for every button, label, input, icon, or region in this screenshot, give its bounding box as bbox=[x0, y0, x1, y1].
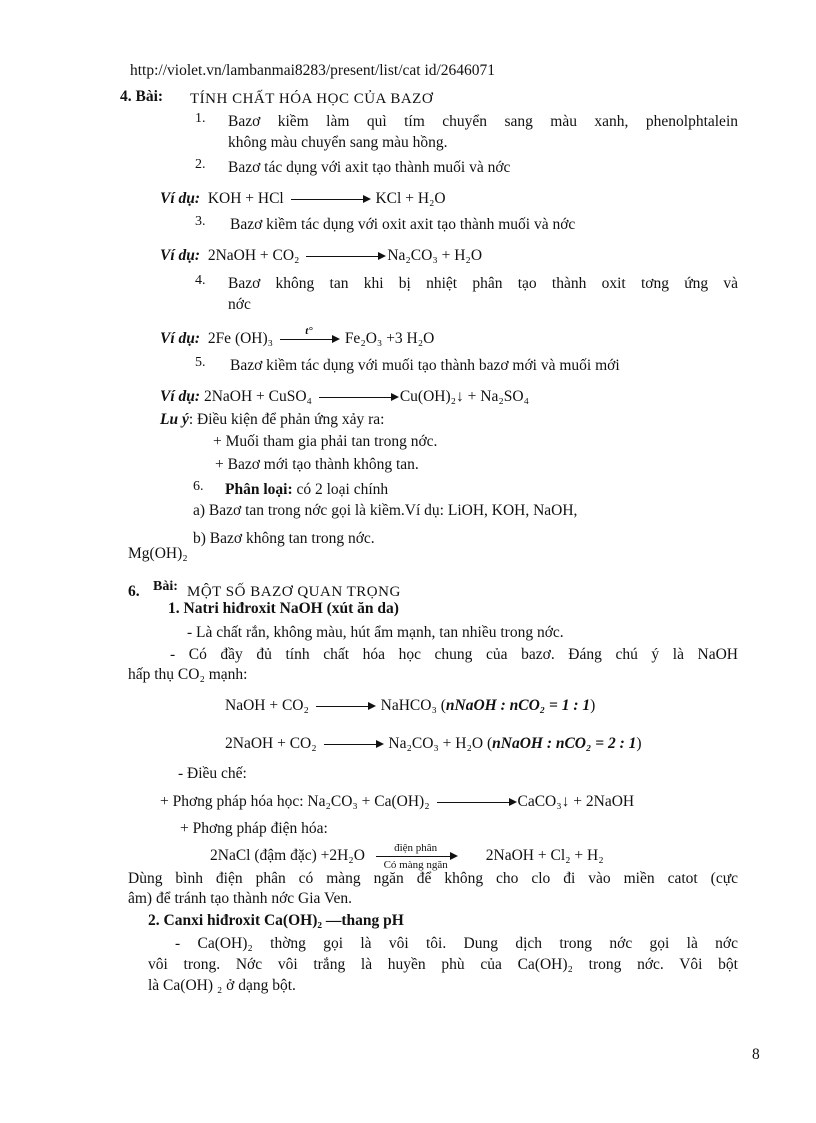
paren: ) bbox=[636, 735, 642, 752]
products: Na₂CO₃ + H₂O bbox=[387, 247, 483, 264]
paragraph: là Ca(OH) ₂ ở dạng bột. bbox=[148, 977, 296, 994]
reaction-arrow bbox=[324, 744, 382, 745]
example-equation bbox=[160, 190, 446, 208]
reactants: 2NaCl (đậm đặc) +2H₂O bbox=[210, 847, 365, 864]
section-6-label: Bài: bbox=[153, 579, 178, 594]
reaction-arrow bbox=[280, 324, 338, 340]
item-text: Bazơ kiềm làm quì tím chuyển sang màu xanh, phenolphtalein bbox=[228, 113, 738, 130]
products: Na₂CO₃ + H₂O ( bbox=[388, 735, 493, 752]
subitem-a: a) Bazơ tan trong nớc gọi là kiềm.Ví dụ: LiOH, KOH, NaOH, bbox=[193, 502, 578, 519]
paragraph: - Điều chế: bbox=[178, 765, 247, 782]
reaction-arrow bbox=[437, 802, 515, 803]
products: Fe₂O₃ +3 H₂O bbox=[344, 330, 435, 347]
item-text: Bazơ tác dụng với axit tạo thành muối và nớc bbox=[228, 159, 511, 176]
example-equation bbox=[160, 247, 482, 265]
section-4-title: TÍNH CHẤT HÓA HỌC CỦA BAZƠ bbox=[190, 91, 434, 107]
reaction-1 bbox=[225, 697, 595, 715]
heat-condition: t° bbox=[305, 324, 313, 337]
example-equation bbox=[160, 388, 529, 406]
electrolysis-equation bbox=[210, 841, 604, 871]
item-text bbox=[225, 481, 388, 499]
section-4-number: 4. Bài: bbox=[120, 88, 164, 105]
section-6-number: 6. bbox=[128, 583, 140, 600]
note-text: : Điều kiện để phản ứng xảy ra: bbox=[188, 411, 385, 428]
classification-label: Phân loại: bbox=[225, 481, 293, 498]
reactants: NaOH + CO₂ bbox=[225, 697, 309, 714]
reaction-arrow bbox=[306, 256, 384, 257]
products: KCl + H₂O bbox=[375, 190, 446, 207]
products: NaHCO₃ ( bbox=[380, 697, 446, 714]
paragraph: Dùng bình điện phân có màng ngăn để không cho clo đi vào miền catot (cực bbox=[128, 870, 738, 887]
subitem-b-cont: Mg(OH)₂ bbox=[128, 545, 188, 562]
item-number: 6. bbox=[193, 479, 204, 494]
paragraph: - Là chất rắn, không màu, hút ẩm mạnh, tan nhiều trong nớc. bbox=[187, 624, 564, 641]
paragraph: - Ca(OH)₂ thờng gọi là vôi tôi. Dung dịch trong nớc gọi là nớc bbox=[175, 935, 738, 952]
section-6-title: MỘT SỐ BAZƠ QUAN TRỌNG bbox=[187, 584, 401, 600]
item-number: 1. bbox=[195, 111, 206, 126]
reactants: 2NaOH + CuSO₄ bbox=[203, 388, 312, 405]
paragraph: hấp thụ CO₂ mạnh: bbox=[128, 666, 248, 683]
item-number: 5. bbox=[195, 355, 206, 370]
item-text: nớc bbox=[228, 296, 251, 313]
example-label: Ví dụ: bbox=[160, 388, 201, 405]
item-number: 4. bbox=[195, 273, 206, 288]
reaction-2 bbox=[225, 735, 642, 753]
reactants: 2NaOH + CO₂ bbox=[225, 735, 317, 752]
note-item: + Bazơ mới tạo thành không tan. bbox=[215, 456, 419, 473]
mole-ratio: nNaOH : nCO₂ = 2 : 1 bbox=[492, 735, 637, 752]
mole-ratio: nNaOH : nCO₂ = 1 : 1 bbox=[445, 697, 591, 714]
arrow-condition: điện phân bbox=[394, 841, 438, 854]
subitem-b: b) Bazơ không tan trong nớc. bbox=[193, 530, 375, 547]
example-equation bbox=[160, 324, 435, 348]
products: 2NaOH + Cl₂ + H₂ bbox=[485, 847, 604, 864]
item-number: 2. bbox=[195, 157, 206, 172]
method-electro: + Phơng pháp điện hóa: bbox=[180, 820, 328, 837]
reaction-arrow bbox=[291, 199, 369, 200]
example-label: Ví dụ: bbox=[160, 330, 201, 347]
reaction-arrow bbox=[316, 706, 374, 707]
item-text: Bazơ kiềm tác dụng với muối tạo thành bazơ mới và muối mới bbox=[230, 357, 620, 374]
item-text: không màu chuyển sang màu hồng. bbox=[228, 134, 448, 151]
products: Cu(OH)₂↓ + Na₂SO₄ bbox=[399, 388, 529, 405]
header-url: http://violet.vn/lambanmai8283/present/list/cat id/2646071 bbox=[130, 62, 496, 79]
example-label: Ví dụ: bbox=[160, 190, 201, 207]
reaction-arrow bbox=[376, 841, 456, 871]
paren: ) bbox=[590, 697, 596, 714]
method-chemical bbox=[160, 793, 634, 811]
paragraph: - Có đầy đủ tính chất hóa học chung của bazơ. Đáng chú ý là NaOH bbox=[170, 646, 738, 663]
classification-text: có 2 loại chính bbox=[292, 481, 389, 498]
paragraph: âm) để tránh tạo thành nớc Gia Ven. bbox=[128, 890, 352, 907]
item-text: Bazơ kiềm tác dụng với oxit axit tạo thành muối và nớc bbox=[230, 216, 576, 233]
note-item: + Muối tham gia phải tan trong nớc. bbox=[213, 433, 438, 450]
example-label: Ví dụ: bbox=[160, 247, 201, 264]
reactants: KOH + HCl bbox=[207, 190, 284, 207]
products: CaCO₃↓ + 2NaOH bbox=[517, 793, 635, 810]
reactants: 2NaOH + CO₂ bbox=[207, 247, 300, 264]
subsection-caoh2: 2. Canxi hiđroxit Ca(OH)₂ —thang pH bbox=[148, 912, 404, 929]
reactants: 2Fe (OH)₃ bbox=[207, 330, 274, 347]
paragraph: vôi trong. Nớc vôi trắng là huyền phù của Ca(OH)₂ trong nớc. Vôi bột bbox=[148, 956, 738, 973]
item-number: 3. bbox=[195, 214, 206, 229]
note bbox=[160, 411, 384, 429]
subsection-naoh: 1. Natri hiđroxit NaOH (xút ăn da) bbox=[168, 600, 399, 617]
arrow-condition: Có màng ngăn bbox=[383, 858, 448, 871]
page-number: 8 bbox=[752, 1046, 760, 1063]
item-text: Bazơ không tan khi bị nhiệt phân tạo thành oxit tơng ứng và bbox=[228, 275, 738, 292]
reaction-arrow bbox=[319, 397, 397, 398]
note-label: Lu ý bbox=[160, 411, 189, 428]
reactants: + Phơng pháp hóa học: Na₂CO₃ + Ca(OH)₂ bbox=[160, 793, 430, 810]
